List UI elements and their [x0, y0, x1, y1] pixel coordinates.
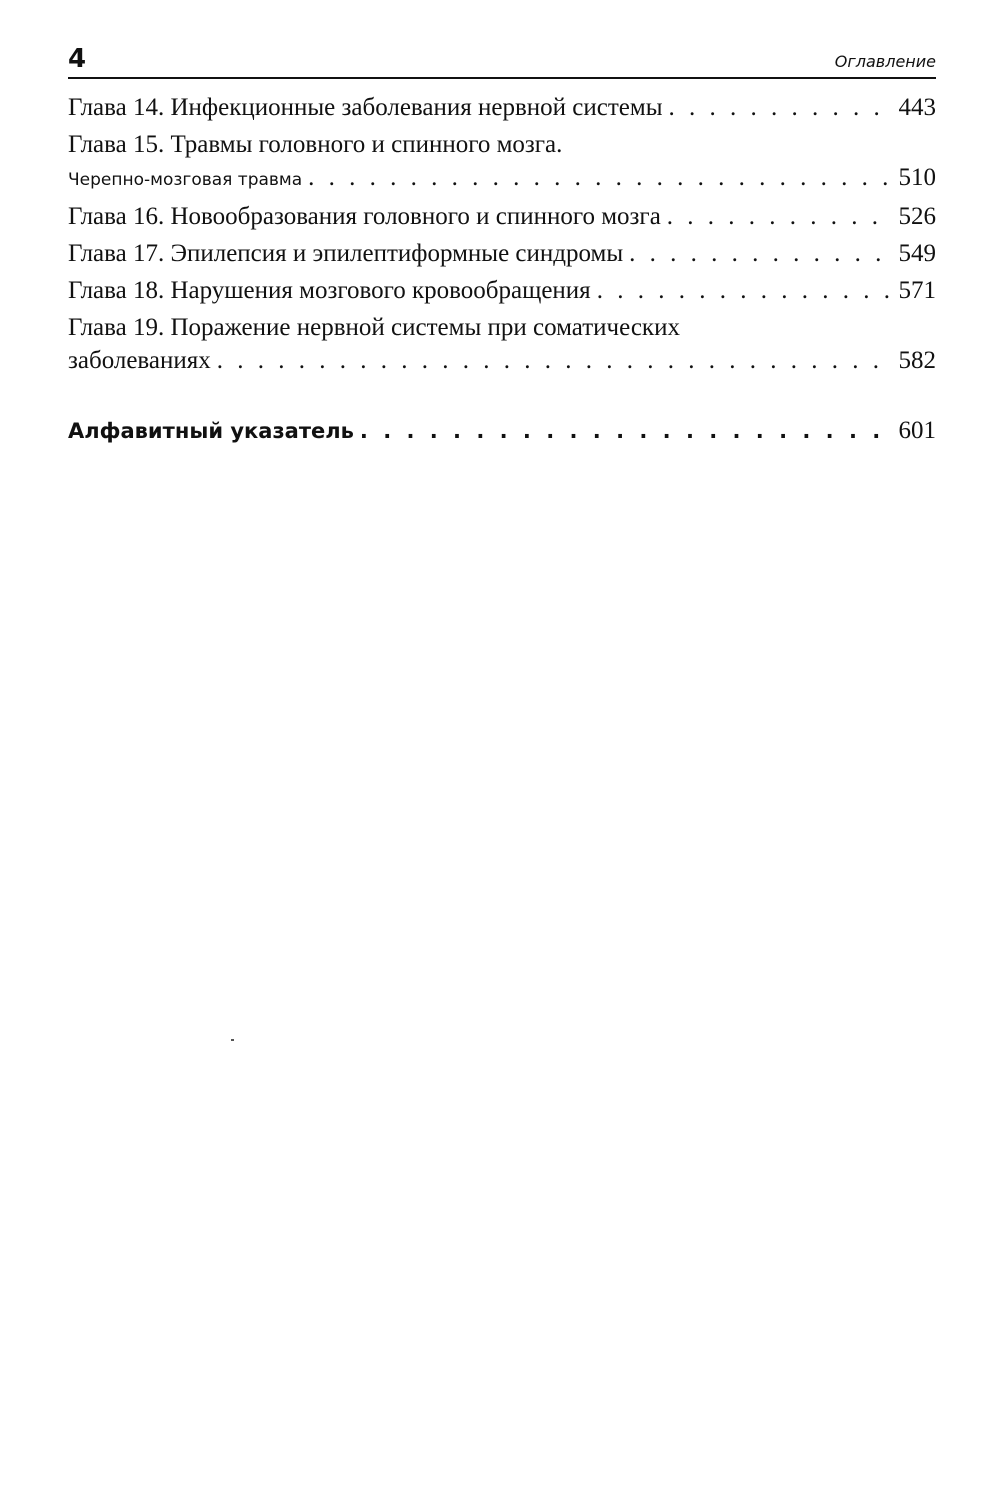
toc-entry-page: 582 — [898, 347, 936, 374]
toc-entry-title: Глава 14. Инфекционные заболевания нервной системы — [68, 94, 663, 121]
dot-leader — [667, 201, 893, 233]
toc-entry-title: Глава 18. Нарушения мозгового кровообращения — [68, 277, 591, 304]
header-rule — [68, 77, 936, 79]
toc-entry-subtitle: Черепно-мозговая травма — [68, 170, 303, 190]
toc-entry-chapter-18[interactable] — [68, 275, 936, 307]
toc-entry-title: Глава 17. Эпилепсия и эпилептиформные синдромы — [68, 240, 624, 267]
toc-entry-chapter-16[interactable] — [68, 201, 936, 233]
toc-entry-page: 601 — [898, 417, 936, 444]
running-head: Оглавление — [834, 52, 936, 71]
toc-entry-page: 549 — [898, 240, 936, 267]
toc-entry-chapter-15[interactable] — [68, 129, 936, 196]
toc-entry-chapter-19[interactable] — [68, 312, 936, 377]
dot-leader — [217, 345, 893, 377]
dot-leader — [669, 92, 893, 124]
table-of-contents — [68, 92, 936, 452]
toc-entry-chapter-14[interactable] — [68, 92, 936, 124]
dot-leader — [597, 275, 893, 307]
toc-entry-title-continued: заболеваниях — [68, 347, 211, 374]
page-number: 4 — [68, 44, 87, 74]
toc-entry-index[interactable] — [68, 415, 936, 447]
toc-entry-title: Глава 19. Поражение нервной системы при соматических — [68, 314, 680, 341]
toc-entry-page: 510 — [898, 164, 936, 191]
toc-entry-page: 443 — [898, 94, 936, 121]
toc-entry-page: 571 — [898, 277, 936, 304]
toc-entry-title: Глава 16. Новообразования головного и спинного мозга — [68, 203, 661, 230]
dot-leader — [308, 162, 892, 194]
dot-leader — [629, 238, 892, 270]
toc-entry-page: 526 — [898, 203, 936, 230]
dot-leader — [360, 415, 893, 447]
stray-ink-mark — [231, 1039, 234, 1041]
toc-entry-chapter-17[interactable] — [68, 238, 936, 270]
toc-entry-title: Глава 15. Травмы головного и спинного мозга. — [68, 131, 563, 158]
toc-entry-title: Алфавитный указатель — [68, 419, 354, 443]
